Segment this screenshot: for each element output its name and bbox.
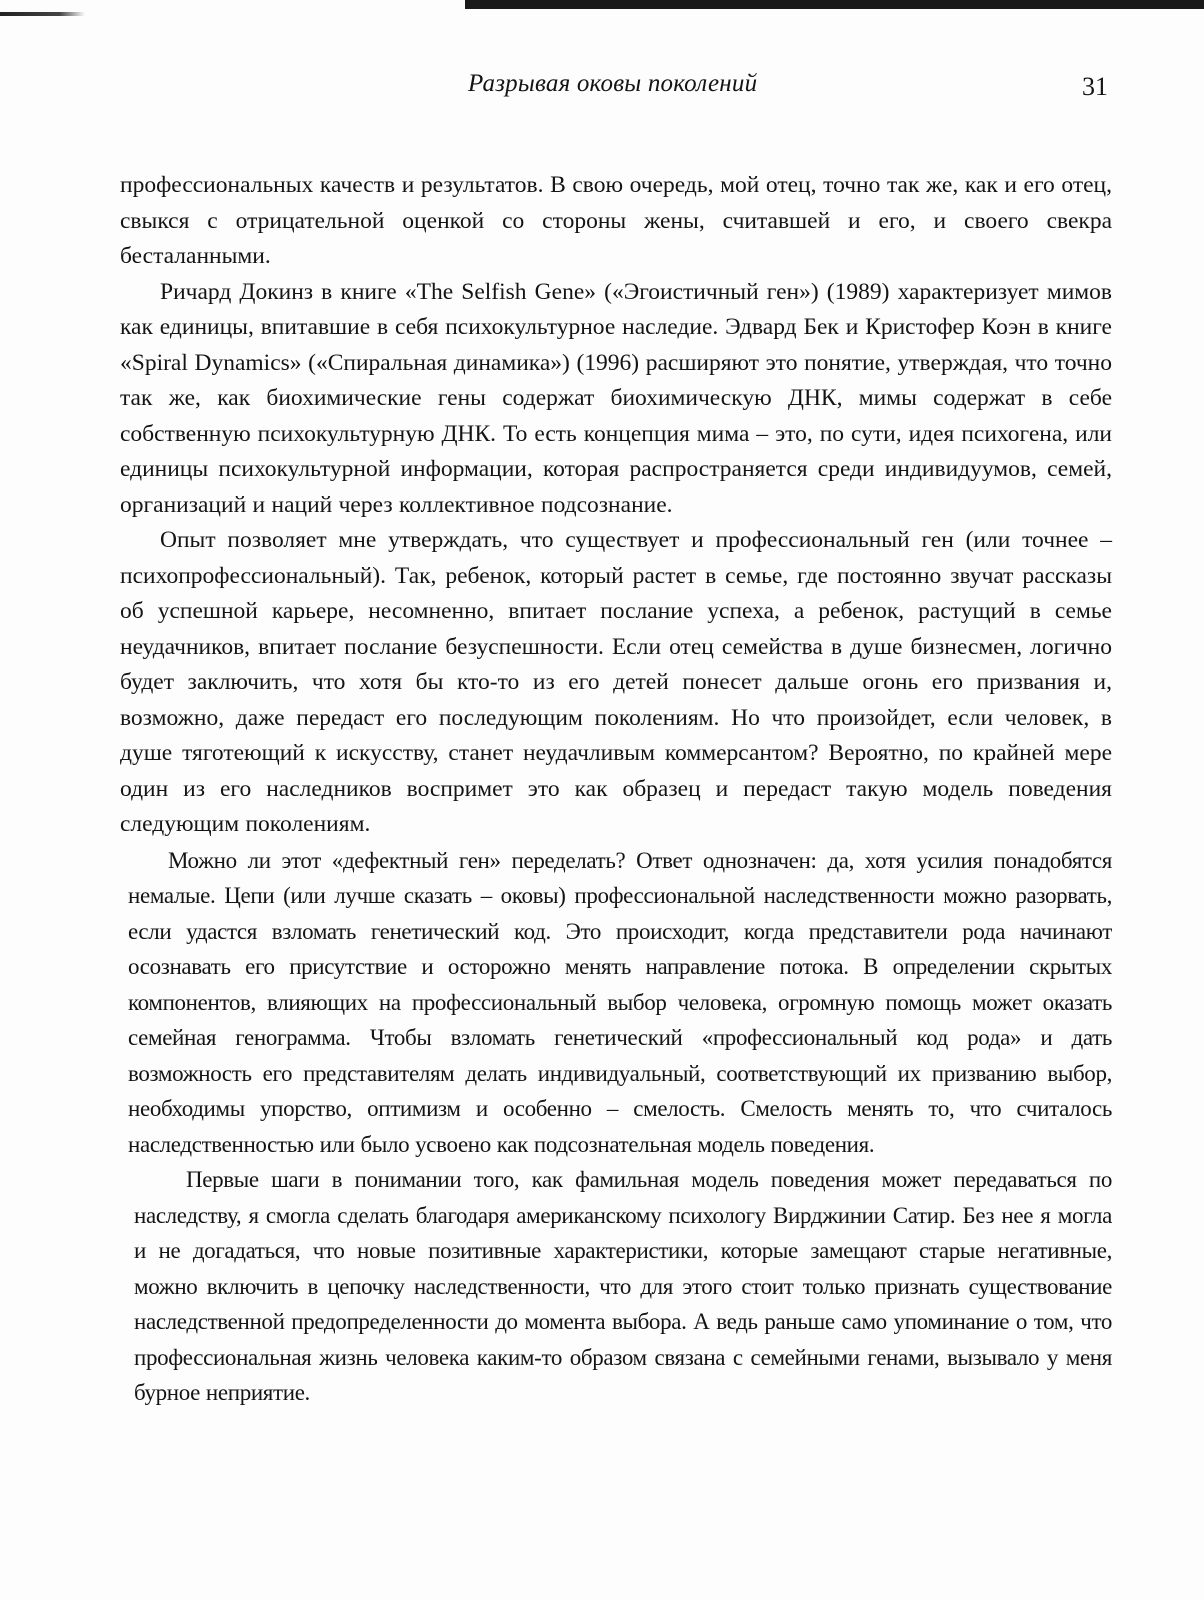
paragraph-4: Можно ли этот «дефектный ген» переделать? Ответ однозначен: да, хотя усилия понадобятся немалые. Цепи (или лучше сказать – оковы) профессиональной наследственности можно разорвать, если удастся взломать генетический код. Это происходит, когда представители рода начинают осознавать его присутствие и осторожно менять направление потока. В определении скрытых компонентов, влияющих на профессиональный выбор человека, огромную помощь может оказать семейная генограмма. Чтобы взломать генетический «профессиональный код рода» и дать возможность его представителям делать индивидуальный, соответствующий их призванию выбор, необходимы упорство, оптимизм и особенно – смелость. Смелость менять то, что считалось наследственностью или было усвоено как подсознательная модель поведения. [128, 847, 1112, 1157]
paragraph-1: профессиональных качеств и результатов. В свою очередь, мой отец, точно так же, как и его отец, свыкся с отрицательной оценкой со стороны жены, считавшей и его, и своего свекра бесталанными. [120, 172, 1112, 269]
paragraph-2: Ричард Докинз в книге «The Selfish Gene» («Эгоистичный ген») (1989) характеризует мимов как единицы, впитавшие в себя психокультурное наследие. Эдвард Бек и Кристофер Коэн в книге «Spiral Dynamics» («Спиральная динамика») (1996) расширяют это понятие, утверждая, что точно так же, как биохимические гены содержат биохимическую ДНК, мимы содержат в себе собственную психокультурную ДНК. То есть концепция мима – это, по сути, идея психогена, или единицы психокультурной информации, которая распространяется среди индивидуумов, семей, организаций и наций через коллективное подсознание. [120, 278, 1112, 518]
running-title: Разрывая оковы поколений [468, 70, 758, 97]
paragraph-5: Первые шаги в понимании того, как фамильная модель поведения может передаваться по наследству, я смогла сделать благодаря американскому психологу Вирджинии Сатир. Без нее я могла и не догадаться, что новые позитивные характеристики, которые замещают старые негативные, можно включить в цепочку наследственности, что для этого стоит только признать существование наследственной предопределенности до момента выбора. А ведь раньше само упоминание о том, что профессиональная жизнь человека каким-то образом связана с семейными генами, вызывало у меня бурное неприятие. [134, 1167, 1112, 1405]
scan-edge-shadow [465, 0, 1204, 9]
body-text [120, 168, 1112, 1411]
paragraph-3: Опыт позволяет мне утверждать, что существует и профессиональный ген (или точнее – психопрофессиональный). Так, ребенок, который растет в семье, где постоянно звучат рассказы об успешной карьере, несомненно, впитает послание успеха, а ребенок, растущий в семье неудачников, впитает послание безуспешности. Если отец семейства в душе бизнесмен, логично будет заключить, что хотя бы кто-то из его детей понесет дальше огонь его призвания и, возможно, даже передаст его последующим поколениям. Но что произойдет, если человек, в душе тяготеющий к искусству, станет неудачливым коммерсантом? Вероятно, по крайней мере один из его наследников воспримет это как образец и передаст такую модель поведения следующим поколениям. [120, 527, 1112, 837]
scan-mark [0, 12, 85, 16]
running-header [0, 68, 1204, 108]
page-number: 31 [1082, 72, 1108, 101]
